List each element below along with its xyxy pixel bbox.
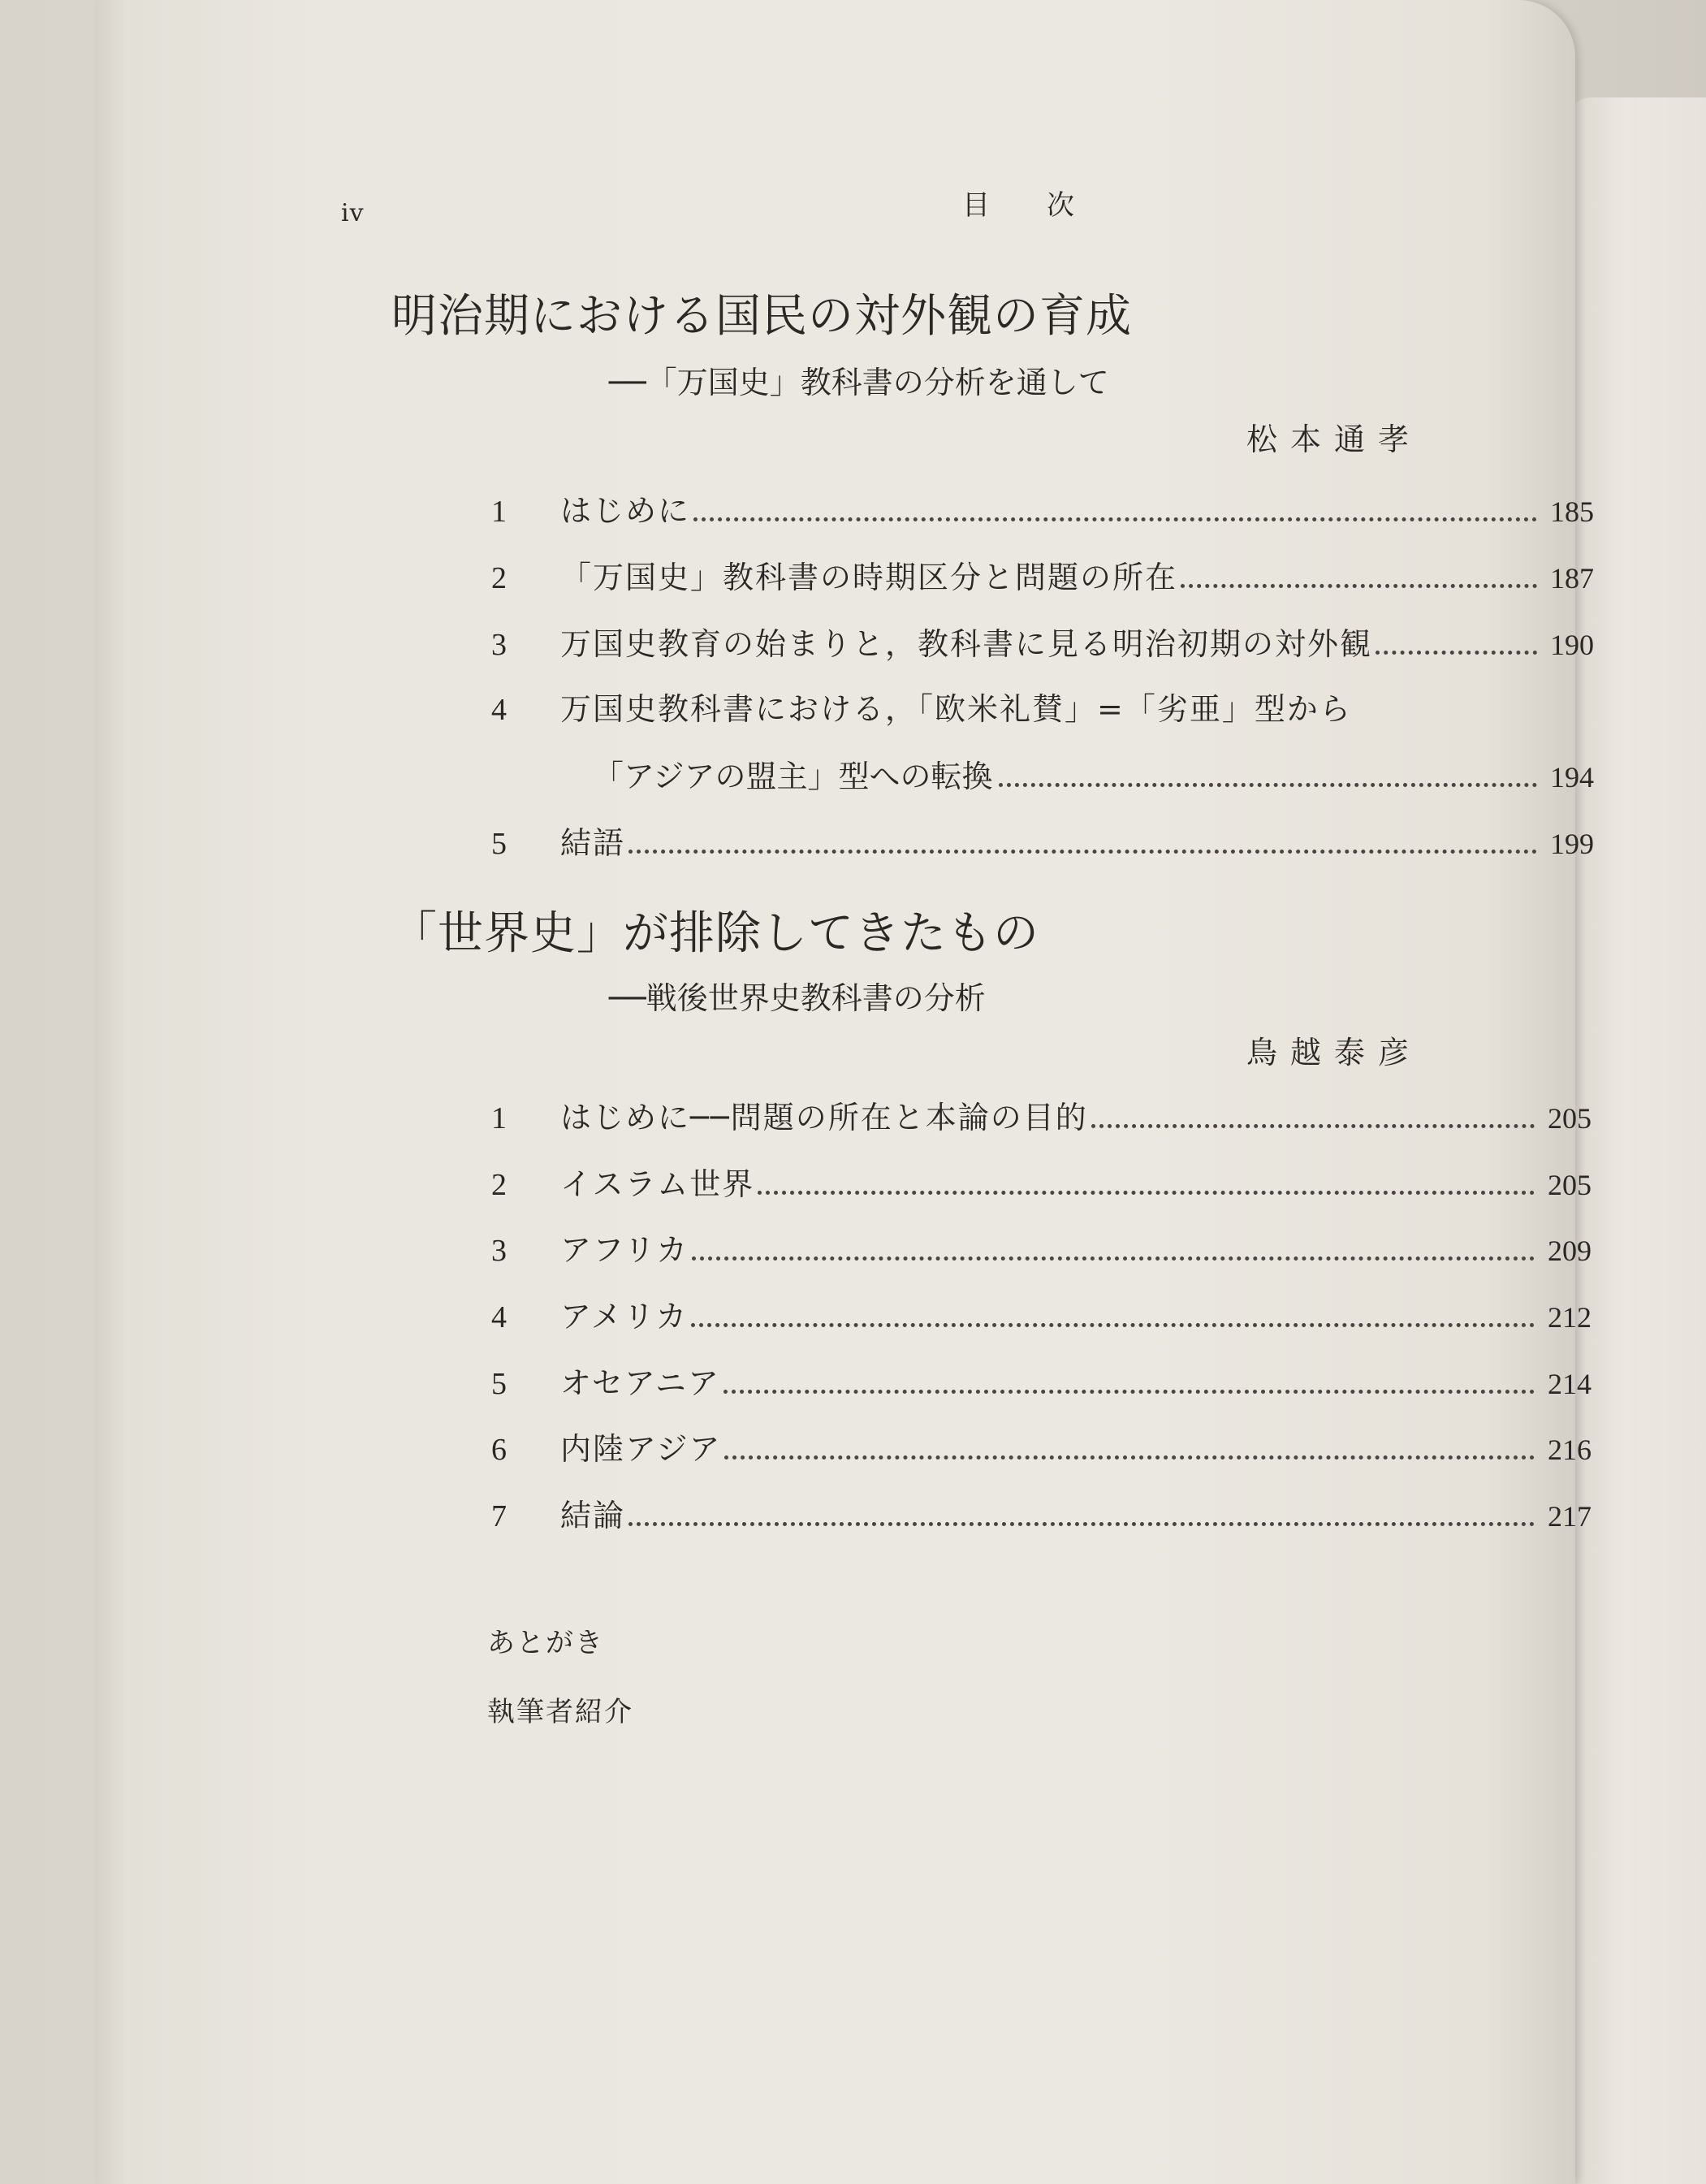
entry-title: アメリカ	[560, 1299, 689, 1334]
entry-page: 209	[1548, 1235, 1592, 1267]
dot-leader	[1181, 584, 1537, 588]
dot-leader	[691, 1323, 1535, 1327]
dot-leader	[693, 517, 1537, 521]
entry-page: 199	[1550, 828, 1594, 860]
essay-subtitle: ──戦後世界史教科書の分析	[609, 980, 986, 1016]
book-page	[97, 0, 1594, 2184]
entry-number: 7	[491, 1499, 507, 1533]
dot-leader	[1376, 651, 1537, 655]
adjacent-page	[1567, 97, 1706, 2184]
dot-leader	[723, 1390, 1535, 1394]
back-matter-contributors: 執筆者紹介	[487, 1696, 633, 1728]
dot-leader	[1091, 1124, 1535, 1128]
entry-page: 214	[1548, 1368, 1592, 1400]
essay-title: 明治期における国民の対外観の育成	[391, 290, 1132, 343]
entry-title: 万国史教科書における，「欧米礼賛」=「劣亜」型から	[560, 691, 1352, 727]
entry-title-continued: 「アジアの盟主」型への転換	[593, 759, 993, 794]
entry-number: 2	[491, 561, 507, 595]
dot-leader	[692, 1256, 1535, 1261]
entry-title: はじめに	[560, 493, 691, 529]
dot-leader	[758, 1191, 1535, 1195]
essay-author: 鳥越泰彦	[1246, 1035, 1423, 1070]
entry-page: 194	[1550, 761, 1594, 794]
running-title: 目次	[962, 189, 1131, 222]
essay-subtitle: ──「万国史」教科書の分析を通して	[609, 365, 1109, 400]
page-number: iv	[341, 199, 365, 227]
toc-entry	[491, 1424, 1592, 1467]
toc-entry	[491, 1358, 1592, 1399]
entry-number: 6	[491, 1433, 507, 1467]
entry-number: 5	[491, 827, 507, 861]
toc-entry	[491, 619, 1594, 660]
dot-leader	[999, 783, 1537, 787]
toc-entry-continuation	[593, 751, 1594, 792]
entry-page: 185	[1550, 495, 1594, 528]
entry-number: 5	[491, 1367, 507, 1401]
toc-entry	[491, 1291, 1592, 1332]
entry-number: 4	[491, 693, 507, 727]
entry-number: 1	[491, 1101, 507, 1135]
back-matter-afterword: あとがき	[487, 1627, 604, 1659]
entry-title: 結語	[560, 825, 626, 861]
toc-entry	[491, 1092, 1592, 1133]
entry-title: 結論	[560, 1498, 626, 1533]
toc-entry	[491, 552, 1594, 593]
entry-number: 3	[491, 628, 507, 662]
entry-title: 「万国史」教科書の時期区分と問題の所在	[560, 560, 1178, 595]
entry-page: 217	[1548, 1500, 1592, 1533]
entry-page: 205	[1548, 1102, 1592, 1135]
entry-number: 4	[491, 1300, 507, 1334]
entry-page: 216	[1548, 1434, 1592, 1466]
toc-entry	[491, 1225, 1592, 1268]
entry-title: はじめに──問題の所在と本論の目的	[560, 1100, 1088, 1135]
dot-leader	[724, 1455, 1535, 1460]
essay-author: 松本通孝	[1246, 422, 1423, 457]
toc-entry	[491, 684, 1594, 727]
toc-entry	[491, 818, 1594, 861]
entry-title: 内陸アジア	[560, 1431, 722, 1467]
entry-title: オセアニア	[560, 1365, 720, 1401]
dot-leader	[628, 1522, 1535, 1526]
entry-page: 205	[1548, 1169, 1592, 1201]
entry-number: 2	[491, 1168, 507, 1202]
entry-title: アフリカ	[560, 1232, 689, 1268]
entry-page: 187	[1550, 562, 1594, 595]
entry-title: イスラム世界	[560, 1166, 755, 1202]
entry-page: 190	[1550, 629, 1594, 661]
toc-entry	[491, 1490, 1592, 1531]
entry-number: 1	[491, 495, 507, 529]
toc-entry	[491, 486, 1594, 529]
entry-title: 万国史教育の始まりと，教科書に見る明治初期の対外観	[560, 626, 1373, 662]
entry-number: 3	[491, 1234, 507, 1268]
essay-title: 「世界史」が排除してきたもの	[391, 907, 1039, 960]
toc-entry	[491, 1159, 1592, 1200]
dot-leader	[628, 850, 1537, 854]
entry-page: 212	[1548, 1301, 1592, 1334]
